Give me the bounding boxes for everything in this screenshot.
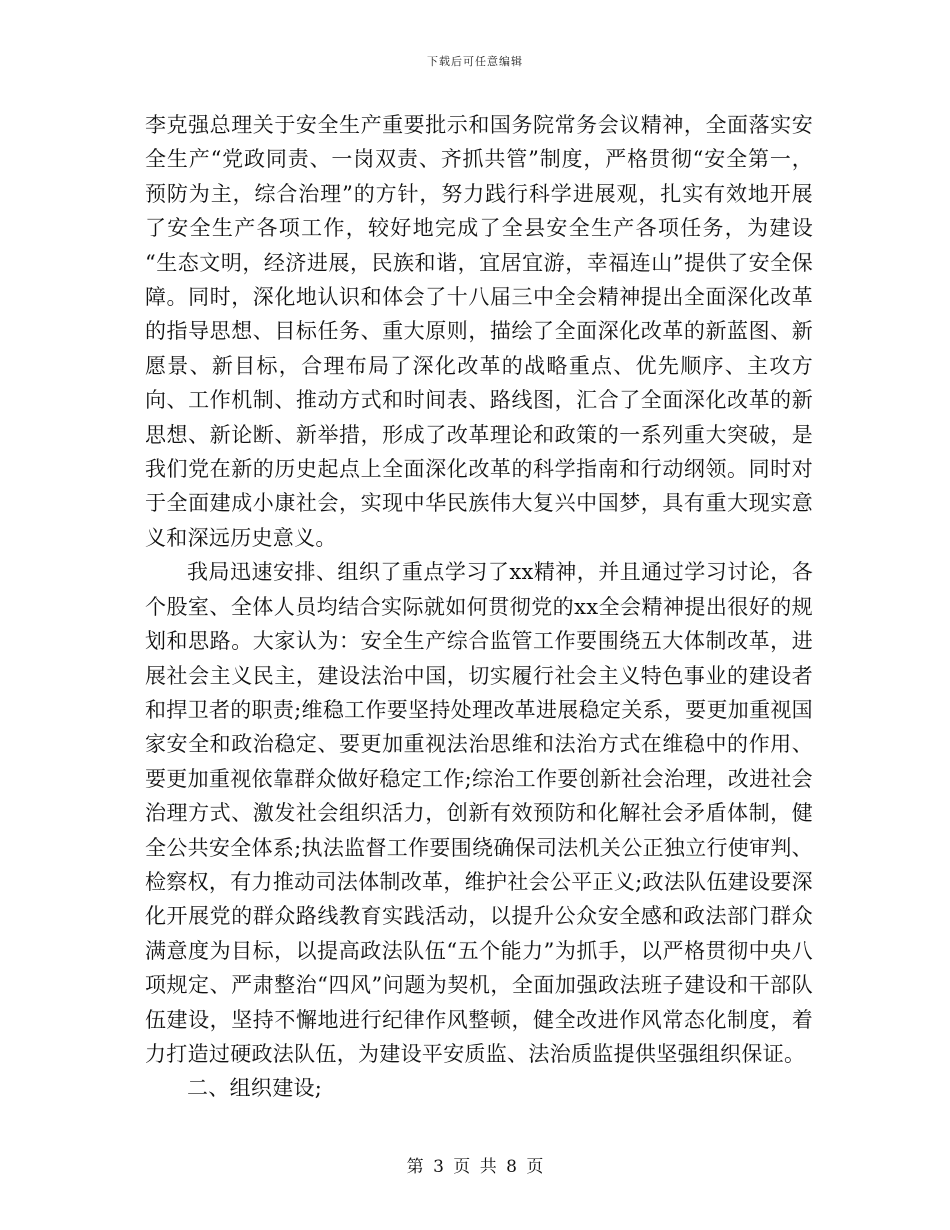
paragraph: 李克强总理关于安全生产重要批示和国务院常务会议精神，全面落实安全生产“党政同责、一岗双责、齐抓共管”制度，严格贯彻“安全第一，预防为主，综合治理”的方针，努力践行科学进展观，扎实有效地开展了安全生产各项工作，较好地完成了全县安全生产各项任务，为建设 “生态文明，经济进展，民族和谐，宜居宜游，幸福连山”提供了安全保障。同时，深化地认识和体会了十八届三中全会精神提出全面深化改革的指导思想、目标任务、重大原则，描绘了全面深化改革的新蓝图、新愿景、新目标，合理布局了深化改革的战略重点、优先顺序、主攻方向、工作机制、推动方式和时间表、路线图，汇合了全面深化改革的新思想、新论断、新举措，形成了改革理论和政策的一系列重大突破，是我们党在新的历史起点上全面深化改革的科学指南和行动纲领。同时对于全面建成小康社会，实现中华民族伟大复兴中国梦，具有重大现实意义和深远历史意义。: [145, 113, 813, 550]
page-header: 下载后可任意编辑: [427, 55, 523, 68]
page-number: 第 3 页 共 8 页: [406, 1157, 544, 1177]
paragraph: 我局迅速安排、组织了重点学习了xx精神，并且通过学习讨论，各个股室、全体人员均结合实际就如何贯彻党的xx全会精神提出很好的规划和思路。大家认为：安全生产综合监管工作要围绕五大体制改革，进展社会主义民主，建设法治中国，切实履行社会主义特色事业的建设者和捍卫者的职责;维稳工作要坚持处理改革进展稳定关系，要更加重视国家安全和政治稳定、要更加重视法治思维和法治方式在维稳中的作用、要更加重视依靠群众做好稳定工作;综治工作要创新社会治理，改进社会治理方式、激发社会组织活力，创新有效预防和化解社会矛盾体制，健全公共安全体系;执法监督工作要围绕确保司法机关公正独立行使审判、检察权，有力推动司法体制改革，维护社会公平正义;政法队伍建设要深化开展党的群众路线教育实践活动，以提升公众安全感和政法部门群众满意度为目标，以提高政法队伍“五个能力”为抓手，以严格贯彻中央八项规定、严肃整治“四风”问题为契机，全面加强政法班子建设和干部队伍建设，坚持不懈地进行纪律作风整顿，健全改进作风常态化制度，着力打造过硬政法队伍，为建设平安质监、法治质监提供坚强组织保证。: [145, 560, 813, 1066]
document-body: [145, 108, 813, 1106]
section-heading: 二、组织建设;: [187, 1076, 323, 1101]
